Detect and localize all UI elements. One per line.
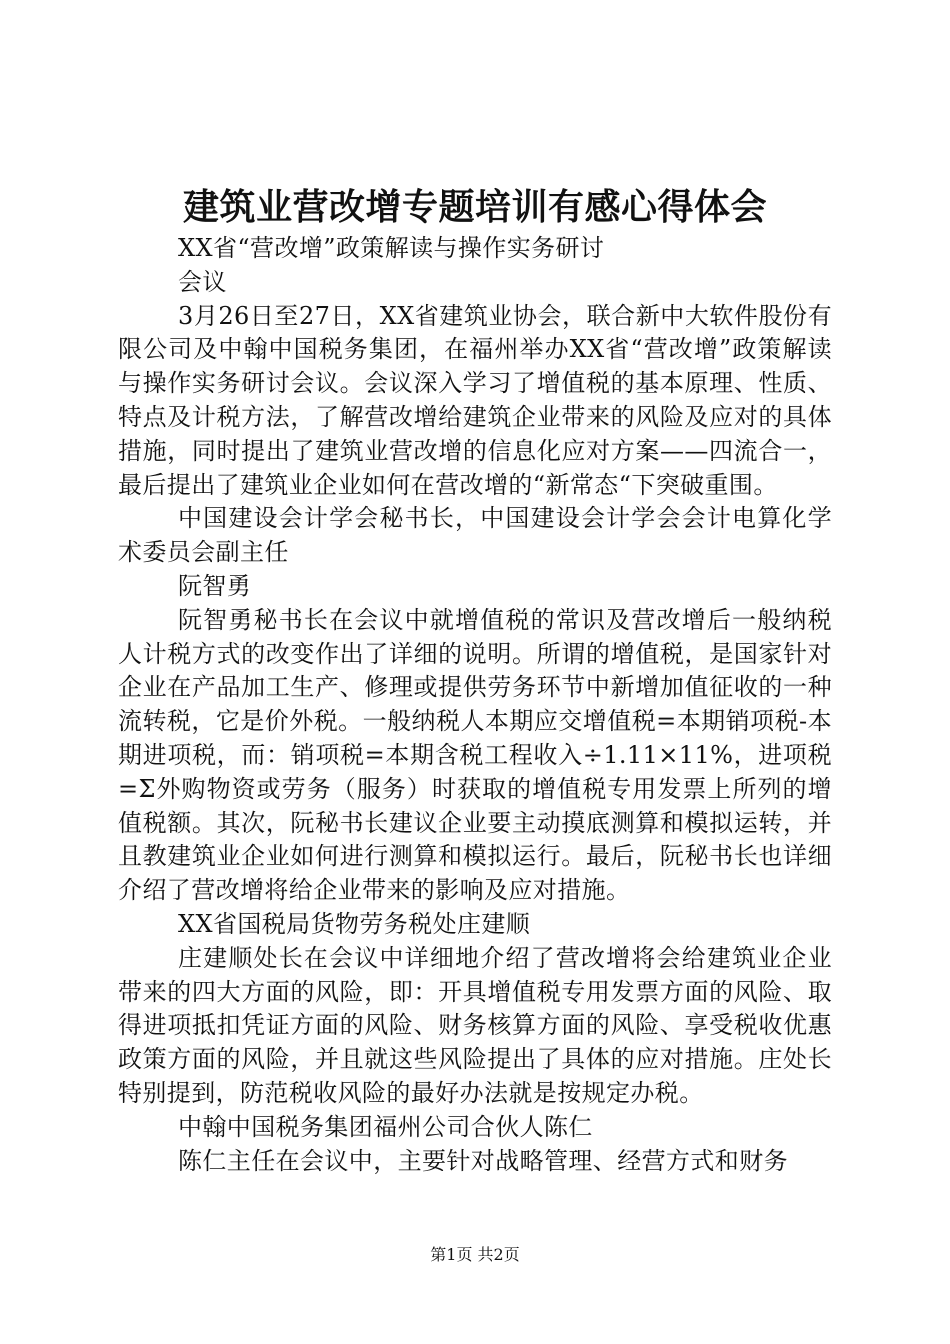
paragraph-speaker-2-summary: 庄建顺处长在会议中详细地介绍了营改增将会给建筑业企业带来的四大方面的风险，即：开具增值税专用发票方面的风险、取得进项抵扣凭证方面的风险、财务核算方面的风险、享受税收优惠政策方面的风险，并且就这些风险提出了具体的应对措施。庄处长特别提到，防范税收风险的最好办法就是按规定办税。 — [118, 943, 832, 1107]
document-title: 建筑业营改增专题培训有感心得体会 — [182, 187, 767, 228]
document-body — [118, 232, 832, 1178]
paragraph-seminar-name: XX省“营改增”政策解读与操作实务研讨 — [178, 234, 605, 262]
paragraph-seminar-suffix: 会议 — [178, 267, 227, 296]
paragraph-speaker-name: 阮智勇 — [178, 571, 252, 600]
paragraph-speaker-2: XX省国税局货物劳务税处庄建顺 — [178, 909, 531, 938]
paragraph-speaker-summary: 阮智勇秘书长在会议中就增值税的常识及营改增后一般纳税人计税方式的改变作出了详细的说明。所谓的增值税，是国家针对企业在产品加工生产、修理或提供劳务环节中新增加值征收的一种流转税，它是价外税。一般纳税人本期应交增值税=本期销项税-本期进项税，而：销项税=本期含税工程收入÷1.11×11%，进项税=Σ外购物资或劳务（服务）时获取的增值税专用发票上所列的增值税额。其次，阮秘书长建议企业要主动摸底测算和模拟运转，并且教建筑业企业如何进行测算和模拟运行。最后，阮秘书长也详细介绍了营改增将给企业带来的影响及应对措施。 — [118, 605, 832, 905]
paragraph-speaker-title: 中国建设会计学会秘书长，中国建设会计学会会计电算化学术委员会副主任 — [118, 504, 832, 567]
paragraph-intro: 3月26日至27日，XX省建筑业协会，联合新中大软件股份有限公司及中翰中国税务集团，在福州举办XX省“营改增”政策解读与操作实务研讨会议。会议深入学习了增值税的基本原理、性质、特点及计税方法，了解营改增给建筑企业带来的风险及应对的具体措施，同时提出了建筑业营改增的信息化应对方案——四流合一，最后提出了建筑业企业如何在营改增的“新常态“下突破重围。 — [118, 301, 832, 499]
page-footer: 第1页 共2页 — [430, 1245, 520, 1264]
paragraph-speaker-3: 中翰中国税务集团福州公司合伙人陈仁 — [178, 1112, 593, 1141]
paragraph-speaker-3-summary: 陈仁主任在会议中，主要针对战略管理、经营方式和财务 — [178, 1146, 788, 1175]
